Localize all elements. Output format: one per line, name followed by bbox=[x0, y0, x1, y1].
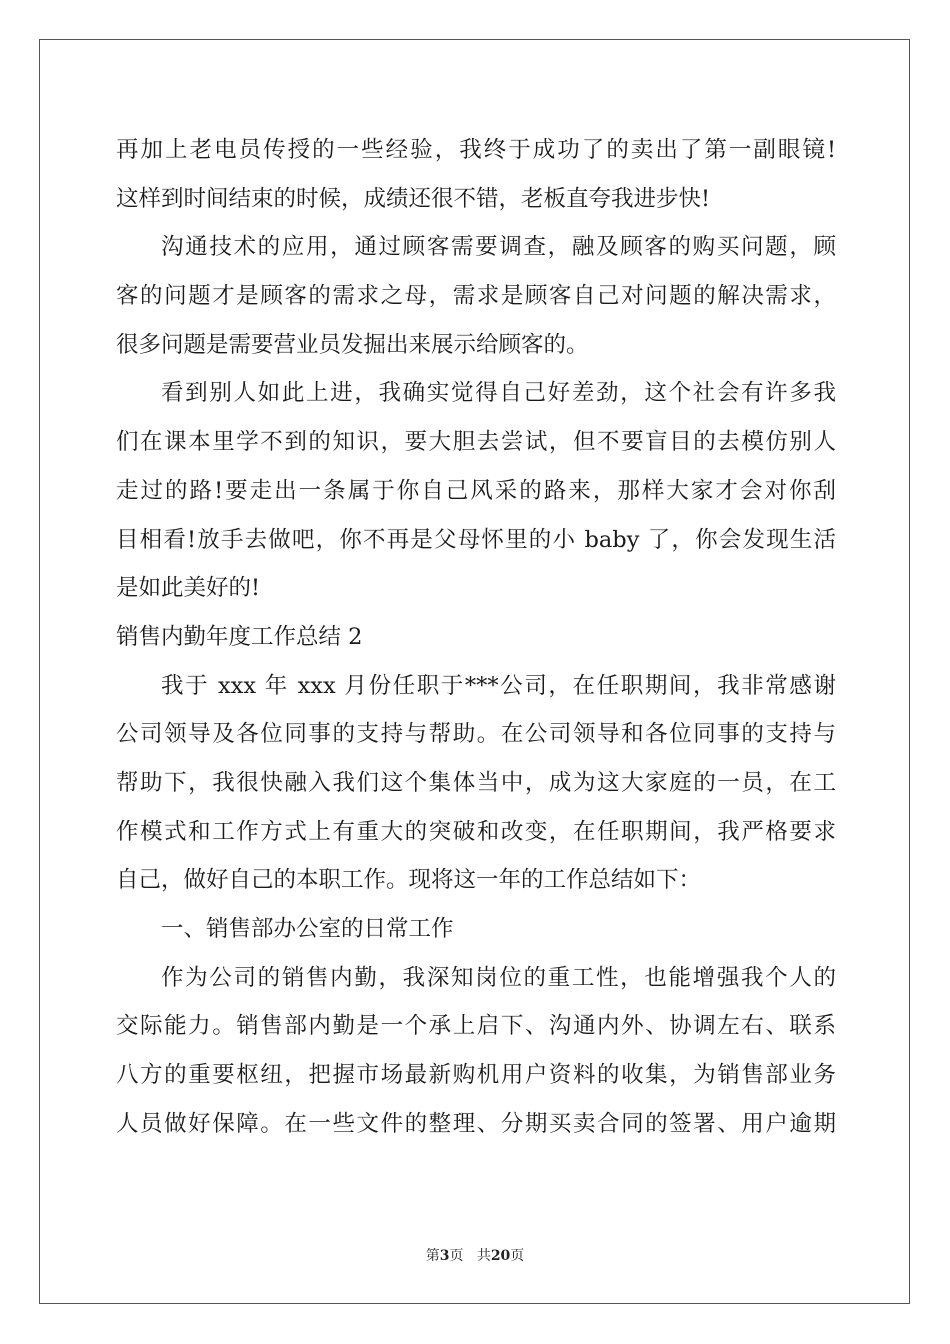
page-total: 20 bbox=[490, 1248, 511, 1264]
text-line: 帮助下，我很快融入我们这个集体当中，成为这大家庭的一员，在工 bbox=[116, 769, 836, 796]
page-number: 3 bbox=[439, 1248, 450, 1264]
text-line: 走过的路!要走出一条属于你自己风采的路来，那样大家才会对你刮 bbox=[116, 477, 836, 504]
section-heading: 销售内勤年度工作总结 2 bbox=[116, 623, 363, 650]
text-line: 再加上老电员传授的一些经验，我终于成功了的卖出了第一副眼镜! bbox=[116, 137, 836, 163]
text-line: 我于 xxx 年 xxx 月份任职于***公司，在任职期间，我非常感谢 bbox=[161, 672, 836, 699]
total-suffix: 页 bbox=[510, 1248, 525, 1264]
text-line: 们在课本里学不到的知识，要大胆去尝试，但不要盲目的去模仿别人 bbox=[116, 429, 836, 456]
text-line: 八方的重要枢纽，把握市场最新购机用户资料的收集，为销售部业务 bbox=[116, 1062, 836, 1089]
text-line: 目相看!放手去做吧，你不再是父母怀里的小 baby 了，你会发现生活 bbox=[116, 526, 836, 553]
text-line: 看到别人如此上进，我确实觉得自己好差劲，这个社会有许多我 bbox=[161, 380, 836, 407]
text-line: 交际能力。销售部内勤是一个承上启下、沟通内外、协调左右、联系 bbox=[116, 1013, 836, 1040]
text-line: 作为公司的销售内勤，我深知岗位的重工性，也能增强我个人的 bbox=[161, 964, 836, 991]
page-footer bbox=[0, 1245, 950, 1265]
document-body bbox=[116, 126, 836, 1148]
text-line: 客的问题才是顾客的需求之母，需求是顾客自己对问题的解决需求， bbox=[116, 283, 836, 310]
text-line: 这样到时间结束的时候，成绩还很不错，老板直夸我进步快! bbox=[116, 185, 711, 212]
page-suffix: 页 bbox=[449, 1248, 464, 1264]
text-line: 作模式和工作方式上有重大的突破和改变，在任职期间，我严格要求 bbox=[116, 818, 836, 845]
text-line: 很多问题是需要营业员发掘出来展示给顾客的。 bbox=[116, 331, 589, 358]
text-line: 人员做好保障。在一些文件的整理、分期买卖合同的签署、用户逾期 bbox=[116, 1110, 836, 1137]
text-line: 沟通技术的应用，通过顾客需要调查，融及顾客的购买问题，顾 bbox=[161, 234, 836, 261]
total-prefix: 共 bbox=[476, 1248, 491, 1264]
subsection-heading: 一、销售部办公室的日常工作 bbox=[161, 916, 454, 942]
page-prefix: 第 bbox=[425, 1248, 440, 1264]
text-line: 是如此美好的! bbox=[116, 575, 261, 602]
text-line: 公司领导及各位同事的支持与帮助。在公司领导和各位同事的支持与 bbox=[116, 721, 836, 748]
text-line: 自己，做好自己的本职工作。现将这一年的工作总结如下： bbox=[116, 867, 702, 894]
